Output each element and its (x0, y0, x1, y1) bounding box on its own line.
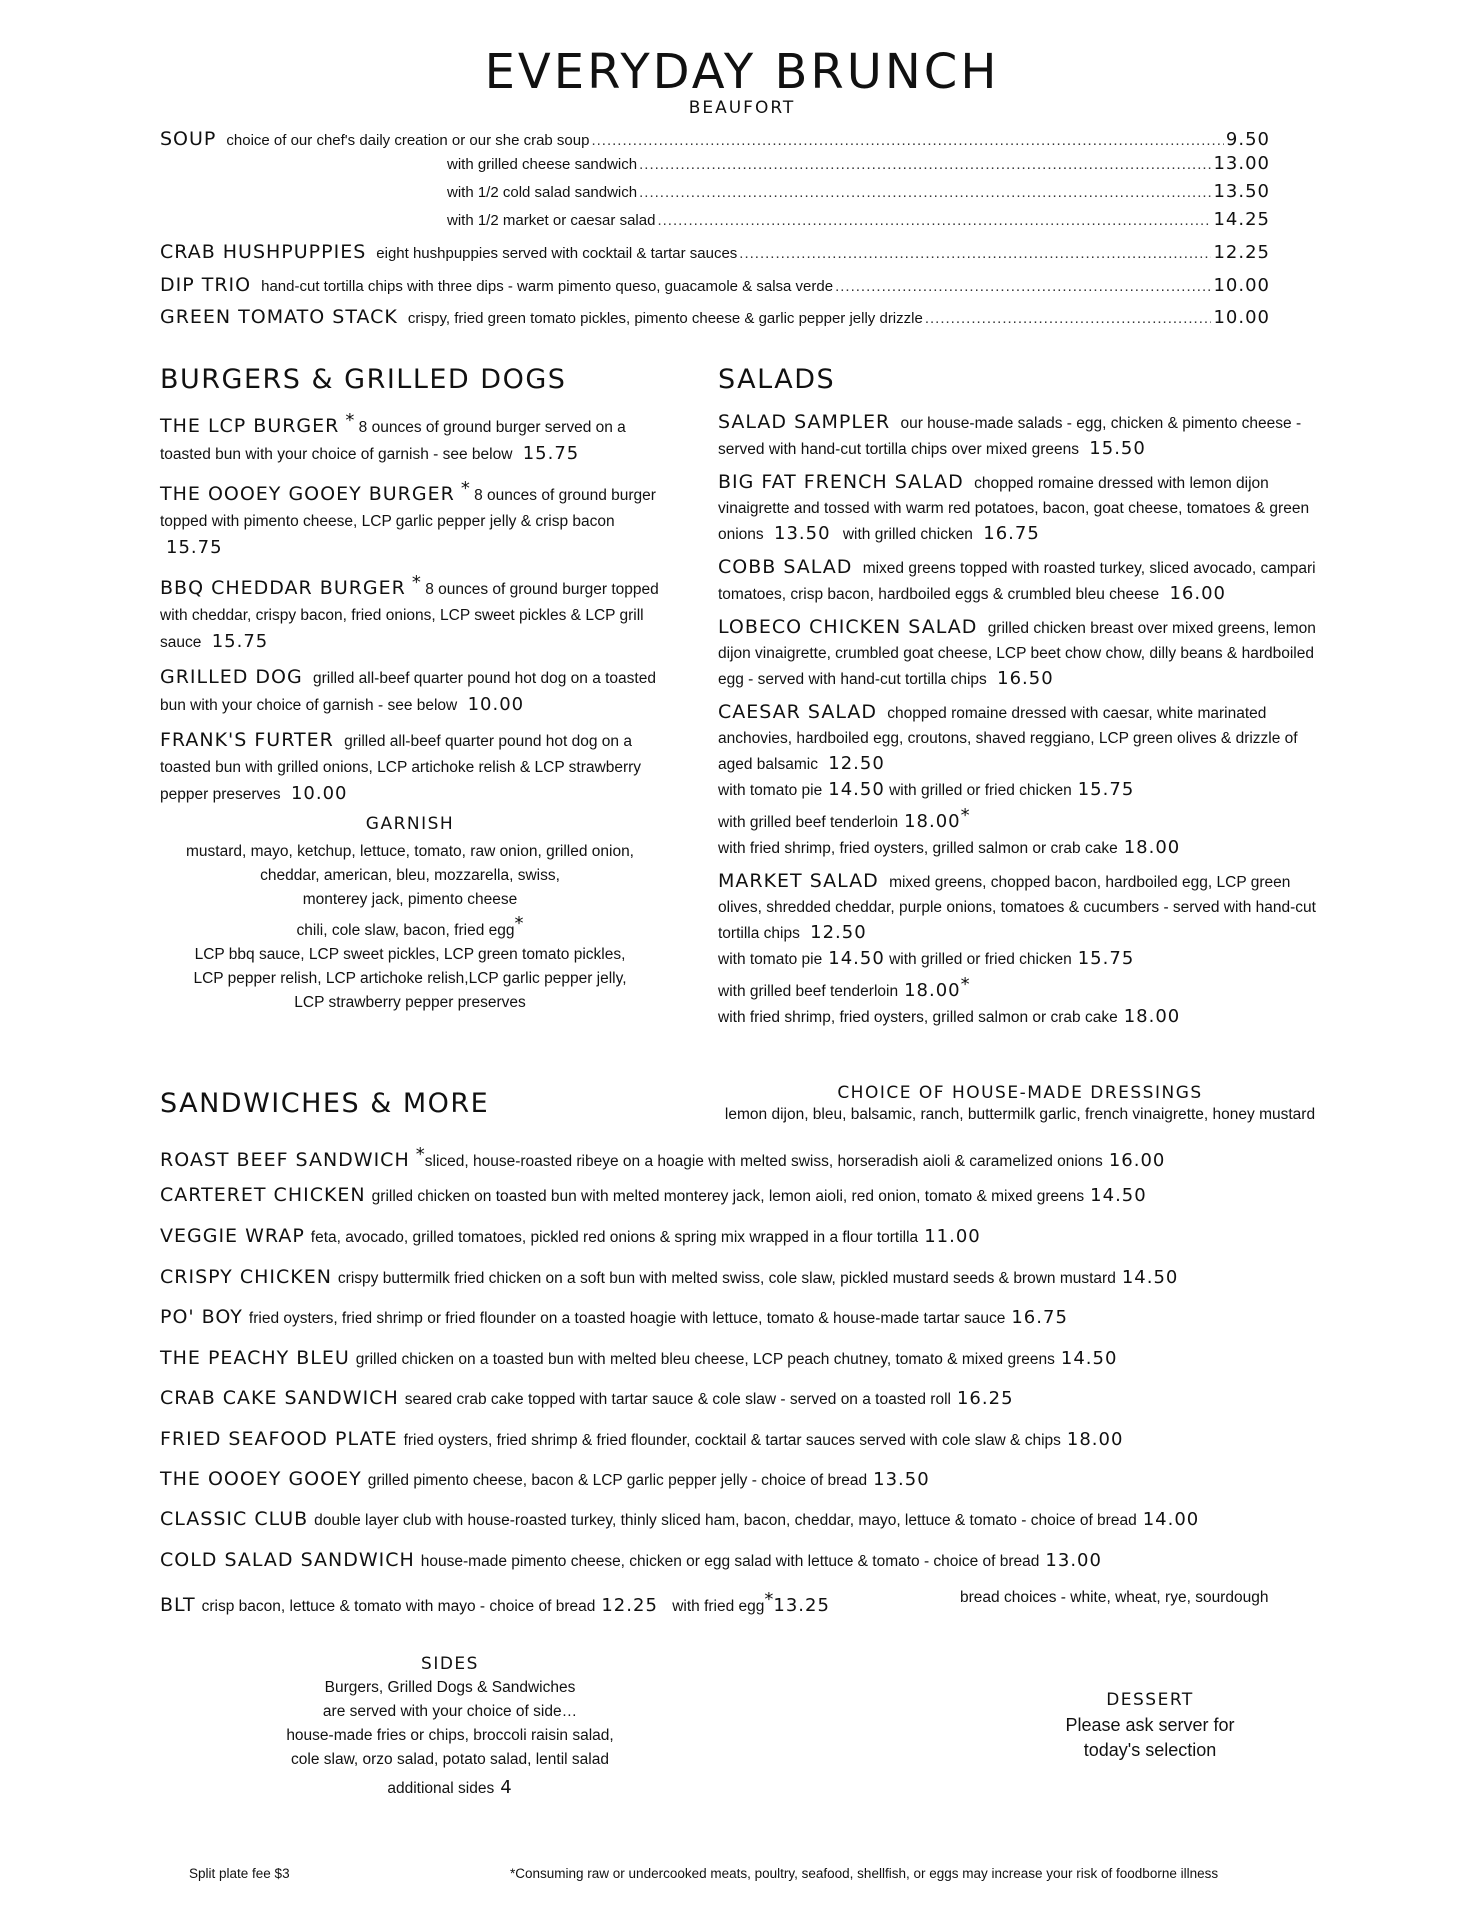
option-price: 13.25 (773, 1595, 830, 1616)
item-desc: crispy buttermilk fried chicken on a soft bun with melted swiss, cole slaw, pickled mustard seeds & brown mustard (337, 1270, 1116, 1287)
garnish-line: chili, cole slaw, bacon, fried egg (296, 922, 515, 939)
option-line (718, 1004, 1330, 1030)
item-name: SALAD SAMPLER (718, 411, 891, 433)
menu-item (160, 476, 660, 562)
item-price: 10.00 (1213, 275, 1270, 296)
option-line (718, 803, 1330, 835)
item-name: CRAB HUSHPUPPIES (160, 241, 367, 263)
sides-block (250, 1652, 650, 1801)
option-desc: with fried shrimp, fried oysters, grilled salmon or crab cake (718, 840, 1118, 857)
option-price: 13.00 (1213, 153, 1270, 174)
leader-dots (739, 245, 1211, 262)
item-desc: mixed greens topped with roasted turkey, sliced avocado, campari tomatoes, crisp bacon, hardboiled eggs & crumbled bleu cheese (718, 560, 1316, 603)
menu-item (718, 410, 1330, 462)
raw-warning-star: * (514, 913, 524, 934)
item-price: 16.00 (1108, 1150, 1166, 1171)
option-desc: with grilled beef tenderloin (718, 814, 899, 831)
item-desc: sliced, house-roasted ribeye on a hoagie with melted swiss, horseradish aioli & caramelized onions (424, 1153, 1103, 1170)
item-desc: house-made pimento cheese, chicken or egg salad with lettuce & tomato - choice of bread (420, 1553, 1040, 1570)
item-price: 14.50 (1090, 1185, 1147, 1206)
option-desc: with grilled or fried chicken (889, 951, 1072, 968)
item-price: 10.00 (467, 694, 525, 715)
menu-item (160, 727, 660, 808)
starter-line (160, 274, 1270, 296)
option-desc: with 1/2 market or caesar salad (447, 212, 656, 229)
dessert-heading: DESSERT (1106, 1690, 1194, 1710)
dessert-block (1000, 1688, 1300, 1763)
menu-item (718, 555, 1330, 607)
item-desc: fried oysters, fried shrimp & fried flounder, cocktail & tartar sauces served with cole slaw & chips (403, 1432, 1061, 1449)
leader-dots (925, 310, 1212, 327)
sandwich-line-blt (160, 1589, 1330, 1616)
dressings-block (690, 1082, 1350, 1126)
item-name: COBB SALAD (718, 556, 853, 578)
item-price: 16.00 (1169, 583, 1226, 604)
sandwiches-heading: SANDWICHES & MORE (160, 1088, 490, 1119)
item-name: THE OOOEY GOOEY (160, 1468, 362, 1490)
item-desc: 8 ounces of ground burger served on a toasted bun with your choice of garnish - see below (160, 419, 626, 463)
sandwich-line (160, 1266, 1178, 1288)
leader-dots (639, 184, 1211, 201)
item-price: 12.50 (810, 922, 867, 943)
item-desc: hand-cut tortilla chips with three dips - warm pimento queso, guacamole & salsa verde (261, 278, 834, 295)
garnish-line: LCP strawberry pepper preserves (294, 994, 526, 1011)
foodborne-warning: *Consuming raw or undercooked meats, poultry, seafood, shellfish, or eggs may increase your risk of foodborne illness (510, 1866, 1219, 1881)
location-subtitle: BEAUFORT (688, 98, 796, 118)
menu-item (718, 869, 1330, 1030)
leader-dots (835, 278, 1211, 295)
sandwich-line (160, 1144, 1165, 1171)
item-desc: 8 ounces of ground burger topped with pimento cheese, LCP garlic pepper jelly & crisp bacon (160, 487, 656, 530)
item-name: SOUP (160, 128, 217, 150)
starter-line (160, 241, 1270, 263)
option-desc: with grilled chicken (842, 526, 973, 543)
item-name: CAESAR SALAD (718, 701, 877, 723)
bread-choices: bread choices - white, wheat, rye, sourdough (960, 1589, 1269, 1606)
option-desc: with grilled cheese sandwich (447, 156, 638, 173)
sides-line: house-made fries or chips, broccoli raisin salad, (286, 1727, 614, 1744)
sandwich-line (160, 1184, 1147, 1206)
item-price: 15.50 (1089, 438, 1146, 459)
item-price: 15.75 (211, 631, 269, 652)
option-price: 16.75 (983, 523, 1040, 544)
item-price: 10.00 (1213, 307, 1270, 328)
item-name: THE OOOEY GOOEY BURGER (160, 483, 455, 505)
option-price: 13.50 (1213, 181, 1270, 202)
menu-title: EVERYDAY BRUNCH (484, 44, 1000, 100)
option-desc: with tomato pie (718, 782, 823, 799)
menu-item (160, 570, 660, 656)
additional-sides (250, 1776, 650, 1801)
item-desc: double layer club with house-roasted turkey, thinly sliced ham, bacon, cheddar, mayo, lettuce & tomato - choice of bread (314, 1512, 1137, 1529)
item-price: 14.50 (1121, 1267, 1179, 1288)
menu-item (160, 664, 660, 719)
item-price: 15.75 (166, 537, 223, 558)
item-desc: grilled pimento cheese, bacon & LCP garlic pepper jelly - choice of bread (367, 1472, 868, 1489)
garnish-block (160, 812, 660, 1015)
item-desc: grilled chicken on a toasted bun with melted bleu cheese, LCP peach chutney, tomato & mixed greens (355, 1351, 1055, 1368)
item-desc: grilled chicken on toasted bun with melted monterey jack, lemon aioli, red onion, tomato & mixed greens (371, 1188, 1085, 1205)
raw-warning-star: * (460, 478, 470, 499)
item-desc: mixed greens, chopped bacon, hardboiled egg, LCP green olives, shredded cheddar, purple onions, tomatoes & cucumbers - served with hand-cut tortilla chips (718, 874, 1316, 942)
garnish-line-egg (160, 912, 660, 943)
sandwich-line (160, 1387, 1014, 1409)
item-price: 11.00 (924, 1226, 981, 1247)
item-desc: choice of our chef's daily creation or our she crab soup (226, 132, 590, 149)
item-name: BBQ CHEDDAR BURGER (160, 577, 406, 599)
option-price: 15.75 (1077, 779, 1135, 800)
item-name: PO' BOY (160, 1306, 243, 1328)
sandwich-line (160, 1508, 1199, 1530)
sandwich-line (160, 1468, 930, 1490)
item-name: GRILLED DOG (160, 666, 303, 688)
item-price: 14.00 (1142, 1509, 1200, 1530)
item-name: MARKET SALAD (718, 870, 879, 892)
garnish-heading: GARNISH (365, 814, 455, 834)
item-desc: crisp bacon, lettuce & tomato with mayo - choice of bread (201, 1598, 596, 1615)
item-name: GREEN TOMATO STACK (160, 306, 398, 328)
item-name: THE LCP BURGER (160, 415, 340, 437)
option-desc: with 1/2 cold salad sandwich (447, 184, 638, 201)
option-price: 18.00 (1123, 837, 1181, 858)
dressings-heading: CHOICE OF HOUSE-MADE DRESSINGS (837, 1083, 1203, 1103)
dessert-line: today's selection (1083, 1740, 1217, 1760)
item-price: 12.25 (601, 1595, 658, 1616)
option-desc: with fried egg (672, 1598, 765, 1615)
sandwich-line (160, 1428, 1123, 1450)
option-price: 14.50 (828, 779, 885, 800)
item-name: BLT (160, 1594, 196, 1616)
raw-warning-star: * (345, 410, 355, 431)
menu-item (718, 700, 1330, 861)
sides-heading: SIDES (421, 1654, 479, 1674)
starter-line (160, 306, 1270, 328)
item-desc: chopped romaine dressed with caesar, white marinated anchovies, hardboiled egg, croutons, shaved reggiano, LCP green olives & drizzle of aged balsamic (718, 705, 1298, 773)
item-name: COLD SALAD SANDWICH (160, 1549, 415, 1571)
item-name: CARTERET CHICKEN (160, 1184, 366, 1206)
item-desc: grilled chicken breast over mixed greens, lemon dijon vinaigrette, crumbled goat cheese, LCP beet chow chow, dilly beans & hardboiled egg - served with hand-cut tortilla chips (718, 620, 1316, 688)
raw-warning-star: * (415, 1144, 425, 1165)
item-price: 14.50 (1060, 1348, 1118, 1369)
leader-dots (591, 132, 1223, 149)
item-price: 15.75 (522, 443, 580, 464)
leader-dots (657, 212, 1211, 229)
item-desc: our house-made salads - egg, chicken & pimento cheese - served with hand-cut tortilla chips over mixed greens (718, 415, 1302, 458)
item-price: 13.00 (1045, 1550, 1102, 1571)
option-desc: with fried shrimp, fried oysters, grilled salmon or crab cake (718, 1009, 1118, 1026)
option-price: 14.25 (1213, 209, 1270, 230)
item-price: 16.75 (1011, 1307, 1068, 1328)
soup-line (160, 128, 1270, 150)
item-desc: 8 ounces of ground burger topped with cheddar, crispy bacon, fried onions, LCP sweet pickles & LCP grill sauce (160, 581, 659, 651)
raw-warning-star: * (764, 1589, 774, 1610)
option-price: 18.00 (904, 980, 961, 1001)
item-name: THE PEACHY BLEU (160, 1347, 350, 1369)
raw-warning-star: * (960, 974, 970, 995)
item-name: CRISPY CHICKEN (160, 1266, 332, 1288)
sandwich-line (160, 1347, 1117, 1369)
dressings-list: lemon dijon, bleu, balsamic, ranch, buttermilk garlic, french vinaigrette, honey mustard (724, 1106, 1316, 1123)
item-name: CRAB CAKE SANDWICH (160, 1387, 399, 1409)
option-line (718, 777, 1330, 803)
item-price: 12.50 (828, 753, 885, 774)
item-name: LOBECO CHICKEN SALAD (718, 616, 978, 638)
sandwich-line (160, 1549, 1102, 1571)
item-price: 18.00 (1066, 1429, 1124, 1450)
item-price: 13.50 (774, 523, 831, 544)
garnish-line: mustard, mayo, ketchup, lettuce, tomato, raw onion, grilled onion, (185, 843, 634, 860)
item-price: 16.25 (956, 1388, 1014, 1409)
menu-item (718, 615, 1330, 692)
option-line (718, 946, 1330, 972)
sides-line: Burgers, Grilled Dogs & Sandwiches (324, 1679, 576, 1696)
salads-heading: SALADS (718, 364, 836, 395)
burgers-list (160, 408, 660, 816)
menu-item (718, 470, 1330, 547)
option-desc: with grilled or fried chicken (889, 782, 1072, 799)
sides-line: are served with your choice of side… (322, 1703, 578, 1720)
menu-item (160, 408, 660, 468)
split-plate-fee: Split plate fee $3 (189, 1866, 290, 1881)
item-name: CLASSIC CLUB (160, 1508, 309, 1530)
item-desc: grilled all-beef quarter pound hot dog on a toasted bun with grilled onions, LCP artichoke relish & LCP strawberry pepper preserves (160, 733, 642, 803)
item-price: 16.50 (997, 668, 1054, 689)
item-name: ROAST BEEF SANDWICH (160, 1149, 410, 1171)
item-desc: seared crab cake topped with tartar sauce & cole slaw - served on a toasted roll (404, 1391, 951, 1408)
option-price: 15.75 (1077, 948, 1135, 969)
item-price: 9.50 (1225, 129, 1270, 150)
sandwich-line (160, 1225, 981, 1247)
option-desc: with tomato pie (718, 951, 823, 968)
soup-option (447, 209, 1270, 230)
item-desc: fried oysters, fried shrimp or fried flounder on a toasted hoagie with lettuce, tomato & house-made tartar sauce (248, 1310, 1006, 1327)
item-desc: chopped romaine dressed with lemon dijon vinaigrette and tossed with warm red potatoes, bacon, goat cheese, tomatoes & green onions (718, 475, 1310, 543)
option-price: 18.00 (904, 811, 961, 832)
sides-line: cole slaw, orzo salad, potato salad, lentil salad (291, 1751, 609, 1768)
garnish-line: monterey jack, pimento cheese (302, 891, 518, 908)
salads-list (718, 410, 1330, 1038)
raw-warning-star: * (411, 572, 421, 593)
leader-dots (639, 156, 1211, 173)
option-desc: with grilled beef tenderloin (718, 983, 899, 1000)
option-price: 18.00 (1123, 1006, 1181, 1027)
dessert-line: Please ask server for (1065, 1715, 1235, 1735)
item-desc: grilled all-beef quarter pound hot dog on a toasted bun with your choice of garnish - see below (160, 670, 656, 714)
garnish-line: LCP pepper relish, LCP artichoke relish,LCP garlic pepper jelly, (193, 970, 627, 987)
garnish-line: cheddar, american, bleu, mozzarella, swiss, (260, 867, 560, 884)
option-price: 14.50 (828, 948, 885, 969)
item-name: FRIED SEAFOOD PLATE (160, 1428, 398, 1450)
item-name: VEGGIE WRAP (160, 1225, 305, 1247)
item-desc: crispy, fried green tomato pickles, pimento cheese & garlic pepper jelly drizzle (407, 310, 923, 327)
item-desc: feta, avocado, grilled tomatoes, pickled red onions & spring mix wrapped in a flour tortilla (310, 1229, 919, 1246)
additional-sides-price: 4 (500, 1777, 513, 1798)
item-desc: eight hushpuppies served with cocktail & tartar sauces (376, 245, 738, 262)
item-name: DIP TRIO (160, 274, 252, 296)
item-name: FRANK'S FURTER (160, 729, 334, 751)
item-price: 10.00 (290, 783, 348, 804)
item-price: 12.25 (1213, 242, 1270, 263)
burgers-heading: BURGERS & GRILLED DOGS (160, 364, 567, 395)
soup-option (447, 153, 1270, 174)
garnish-line: LCP bbq sauce, LCP sweet pickles, LCP green tomato pickles, (194, 946, 626, 963)
item-name: BIG FAT FRENCH SALAD (718, 471, 964, 493)
sandwich-line (160, 1306, 1068, 1328)
option-line (718, 835, 1330, 861)
item-price: 13.50 (873, 1469, 930, 1490)
raw-warning-star: * (960, 805, 970, 826)
soup-option (447, 181, 1270, 202)
option-line (718, 972, 1330, 1004)
additional-sides-label: additional sides (387, 1780, 495, 1797)
